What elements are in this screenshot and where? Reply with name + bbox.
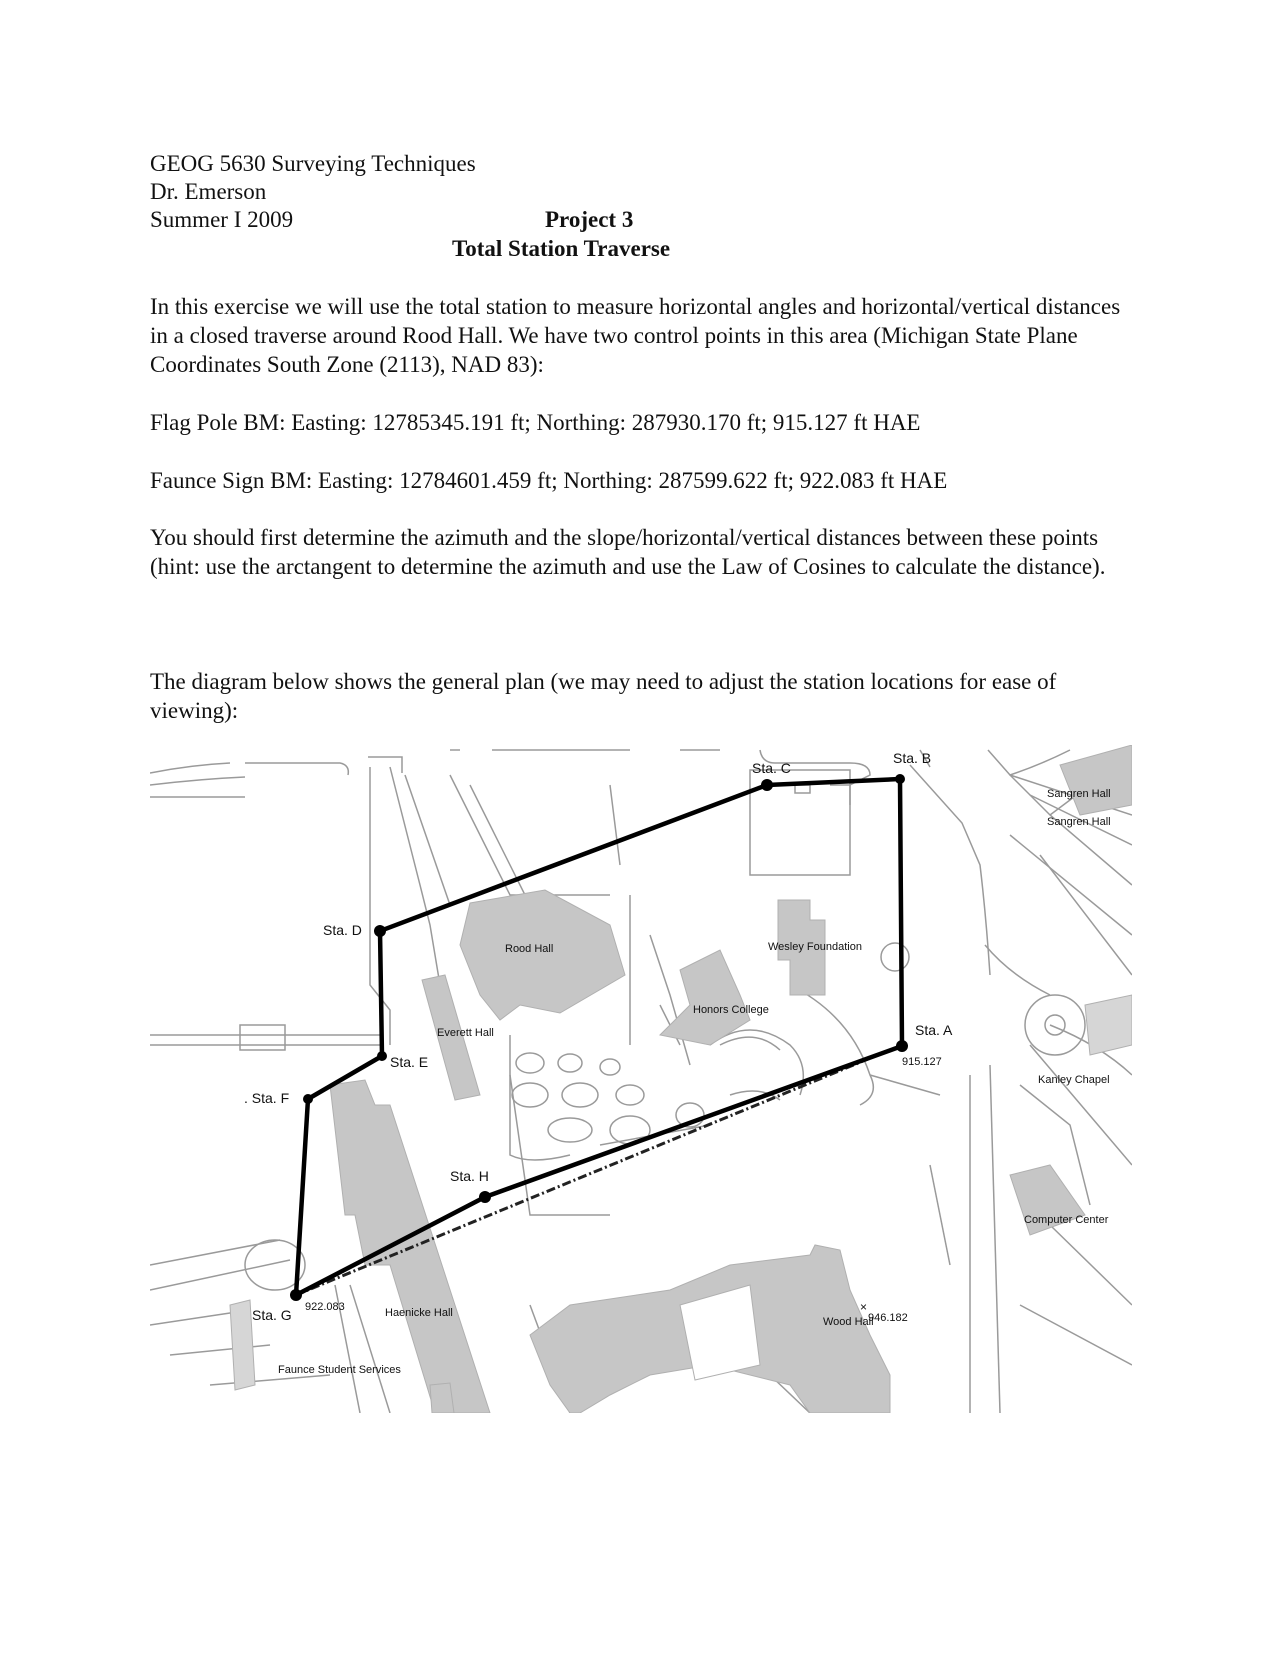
station-h-marker <box>479 1191 491 1203</box>
everett-hall-label: Everett Hall <box>437 1027 494 1039</box>
station-b-marker <box>895 774 905 784</box>
sangren-hall-building <box>1060 745 1132 815</box>
station-d-marker <box>374 925 386 937</box>
kanley-chapel-building <box>1085 995 1132 1055</box>
honors-college-label: Honors College <box>693 1004 769 1016</box>
sangren-hall-label-1: Sangren Hall <box>1047 788 1111 800</box>
station-e-marker <box>377 1051 387 1061</box>
station-g-marker <box>290 1289 302 1301</box>
station-a-marker <box>896 1040 908 1052</box>
elevation-wood-label: 946.182 <box>868 1312 908 1324</box>
honors-college-building <box>660 950 750 1045</box>
station-h-label: Sta. H <box>450 1168 489 1184</box>
elevation-a-label: 915.127 <box>902 1056 942 1068</box>
project-title: Project 3 <box>545 207 634 232</box>
station-d-label: Sta. D <box>323 922 362 938</box>
station-g-label: Sta. G <box>252 1307 292 1323</box>
haenicke-hall-label: Haenicke Hall <box>385 1307 453 1319</box>
station-labels <box>244 750 953 1323</box>
instructor-name: Dr. Emerson <box>150 179 267 204</box>
intro-paragraph: In this exercise we will use the total station to measure horizontal angles and horizontal/vertical distances in a closed traverse around Rood Hall. We have two control points in this area (Michigan State Plane Coordinates South Zone (2113), NAD 83): <box>150 294 1121 377</box>
elevation-g-label: 922.083 <box>305 1301 345 1313</box>
course-title: GEOG 5630 Surveying Techniques <box>150 151 476 176</box>
station-f-marker <box>303 1094 313 1104</box>
traverse-map-svg <box>150 745 1132 1413</box>
station-f-label: . Sta. F <box>244 1090 290 1106</box>
term: Summer I 2009 <box>150 207 294 232</box>
computer-center-label: Computer Center <box>1024 1214 1109 1226</box>
kanley-chapel-label: Kanley Chapel <box>1038 1074 1110 1086</box>
faunce-sign-bm: Faunce Sign BM: Easting: 12784601.459 ft; Northing: 287599.622 ft; 922.083 ft HAE <box>150 468 948 493</box>
faunce-annex <box>430 1383 454 1413</box>
wood-hall-label: Wood Hall <box>823 1316 874 1328</box>
faunce-student-services-label: Faunce Student Services <box>278 1364 401 1376</box>
traverse-map <box>150 745 1132 1413</box>
diagram-intro: The diagram below shows the general plan (we may need to adjust the station locations for ease of viewing): <box>150 669 1057 723</box>
project-subtitle: Total Station Traverse <box>452 236 671 261</box>
rood-hall-building <box>460 890 625 1020</box>
station-e-label: Sta. E <box>390 1054 429 1070</box>
station-b-label: Sta. B <box>893 750 932 766</box>
station-a-label: Sta. A <box>915 1022 953 1038</box>
sangren-hall-label-2: Sangren Hall <box>1047 816 1111 828</box>
station-c-label: Sta. C <box>752 760 791 776</box>
wood-hall-benchmark-icon: × <box>860 1300 868 1314</box>
instructions-paragraph: You should first determine the azimuth and the slope/horizontal/vertical distances between these points (hint: use the arctangent to determine the azimuth and use the Law of Cosines to calculate the distance). <box>150 525 1106 579</box>
flag-pole-bm: Flag Pole BM: Easting: 12785345.191 ft; Northing: 287930.170 ft; 915.127 ft HAE <box>150 410 921 435</box>
wesley-foundation-label: Wesley Foundation <box>768 941 862 953</box>
rood-hall-label: Rood Hall <box>505 943 554 955</box>
station-c-marker <box>761 779 773 791</box>
